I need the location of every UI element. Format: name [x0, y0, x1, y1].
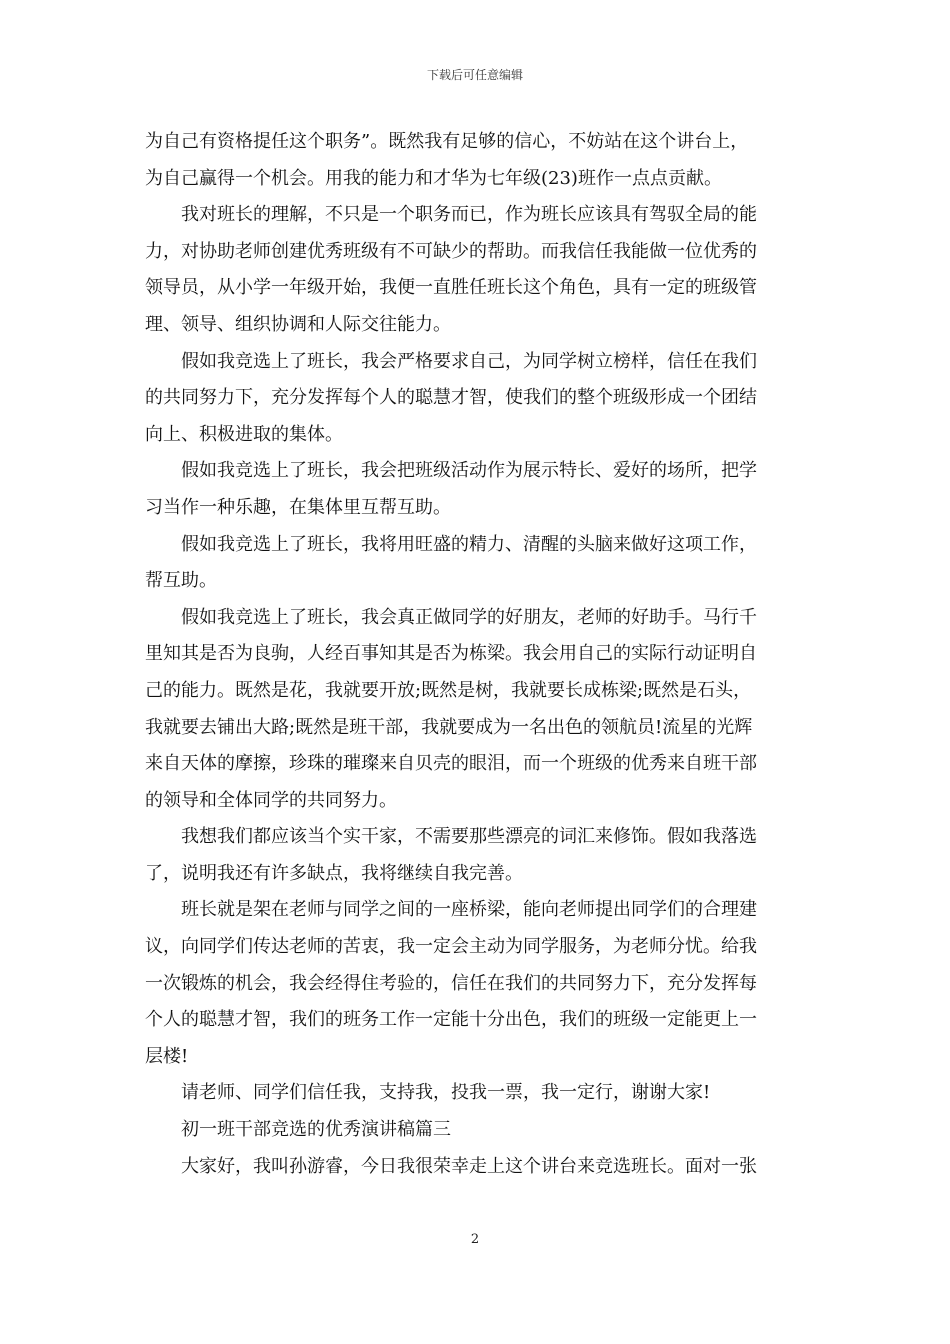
text-line: 己的能力。既然是花，我就要开放;既然是树，我就要长成栋梁;既然是石头， — [145, 679, 752, 701]
text-line: 层楼! — [145, 1045, 189, 1067]
text-line: 请老师、同学们信任我，支持我，投我一票，我一定行，谢谢大家! — [181, 1082, 711, 1104]
paragraph — [145, 1149, 805, 1186]
text-line: 议，向同学们传达老师的苦衷，我一定会主动为同学服务，为老师分忧。给我 — [145, 936, 757, 958]
paragraph-continuation — [145, 124, 805, 197]
paragraph — [145, 453, 805, 526]
text-line: 力，对协助老师创建优秀班级有不可缺少的帮助。而我信任我能做一位优秀的 — [145, 240, 757, 262]
paragraph — [145, 819, 805, 892]
document-body — [145, 124, 805, 1185]
paragraph — [145, 1075, 805, 1112]
text-line: 假如我竞选上了班长，我会把班级活动作为展示特长、爱好的场所，把学 — [181, 460, 757, 482]
section-title: 初一班干部竞选的优秀演讲稿篇三 — [181, 1119, 451, 1141]
text-line: 假如我竞选上了班长，我会真正做同学的好朋友，老师的好助手。马行千 — [181, 606, 757, 628]
text-line: 来自天体的摩擦，珍珠的璀璨来自贝壳的眼泪，而一个班级的优秀来自班干部 — [145, 753, 757, 775]
text-line: 向上、积极进取的集体。 — [145, 423, 343, 445]
text-line: 的共同努力下，充分发挥每个人的聪慧才智，使我们的整个班级形成一个团结 — [145, 387, 757, 409]
text-line: 习当作一种乐趣，在集体里互帮互助。 — [145, 496, 451, 518]
text-line: 假如我竞选上了班长，我会严格要求自己，为同学树立榜样，信任在我们 — [181, 350, 757, 372]
text-line: 领导员，从小学一年级开始，我便一直胜任班长这个角色，具有一定的班级管 — [145, 277, 757, 299]
page-header-note: 下载后可任意编辑 — [426, 68, 523, 82]
text-line: 大家好，我叫孙游睿，今日我很荣幸走上这个讲台来竞选班长。面对一张 — [181, 1155, 757, 1177]
paragraph — [145, 344, 805, 454]
paragraph — [145, 600, 805, 820]
text-line: 个人的聪慧才智，我们的班务工作一定能十分出色，我们的班级一定能更上一 — [145, 1009, 757, 1031]
text-line: 我就要去铺出大路;既然是班干部，我就要成为一名出色的领航员!流星的光辉 — [145, 716, 753, 738]
text-line: 帮互助。 — [145, 570, 217, 592]
paragraph — [145, 527, 805, 600]
text-line: 我对班长的理解，不只是一个职务而已，作为班长应该具有驾驭全局的能 — [181, 204, 757, 226]
text-line: 里知其是否为良驹，人经百事知其是否为栋梁。我会用自己的实际行动证明自 — [145, 643, 757, 665]
text-line: 了，说明我还有许多缺点，我将继续自我完善。 — [145, 862, 523, 884]
paragraph — [145, 197, 805, 343]
text-line: 的领导和全体同学的共同努力。 — [145, 789, 397, 811]
section-heading — [145, 1112, 805, 1149]
text-line: 假如我竞选上了班长，我将用旺盛的精力、清醒的头脑来做好这项工作， — [181, 533, 757, 555]
text-line: 班长就是架在老师与同学之间的一座桥梁，能向老师提出同学们的合理建 — [181, 899, 757, 921]
text-line: 为自己有资格提任这个职务”。既然我有足够的信心，不妨站在这个讲台上， — [145, 131, 749, 152]
text-line: 我想我们都应该当个实干家，不需要那些漂亮的词汇来修饰。假如我落选 — [181, 826, 757, 848]
text-line: 理、领导、组织协调和人际交往能力。 — [145, 313, 451, 335]
paragraph — [145, 892, 805, 1075]
page-number: 2 — [470, 1232, 480, 1247]
text-line: 为自己赢得一个机会。用我的能力和才华为七年级(23)班作一点点贡献。 — [145, 167, 722, 189]
text-line: 一次锻炼的机会，我会经得住考验的，信任在我们的共同努力下，充分发挥每 — [145, 972, 757, 994]
